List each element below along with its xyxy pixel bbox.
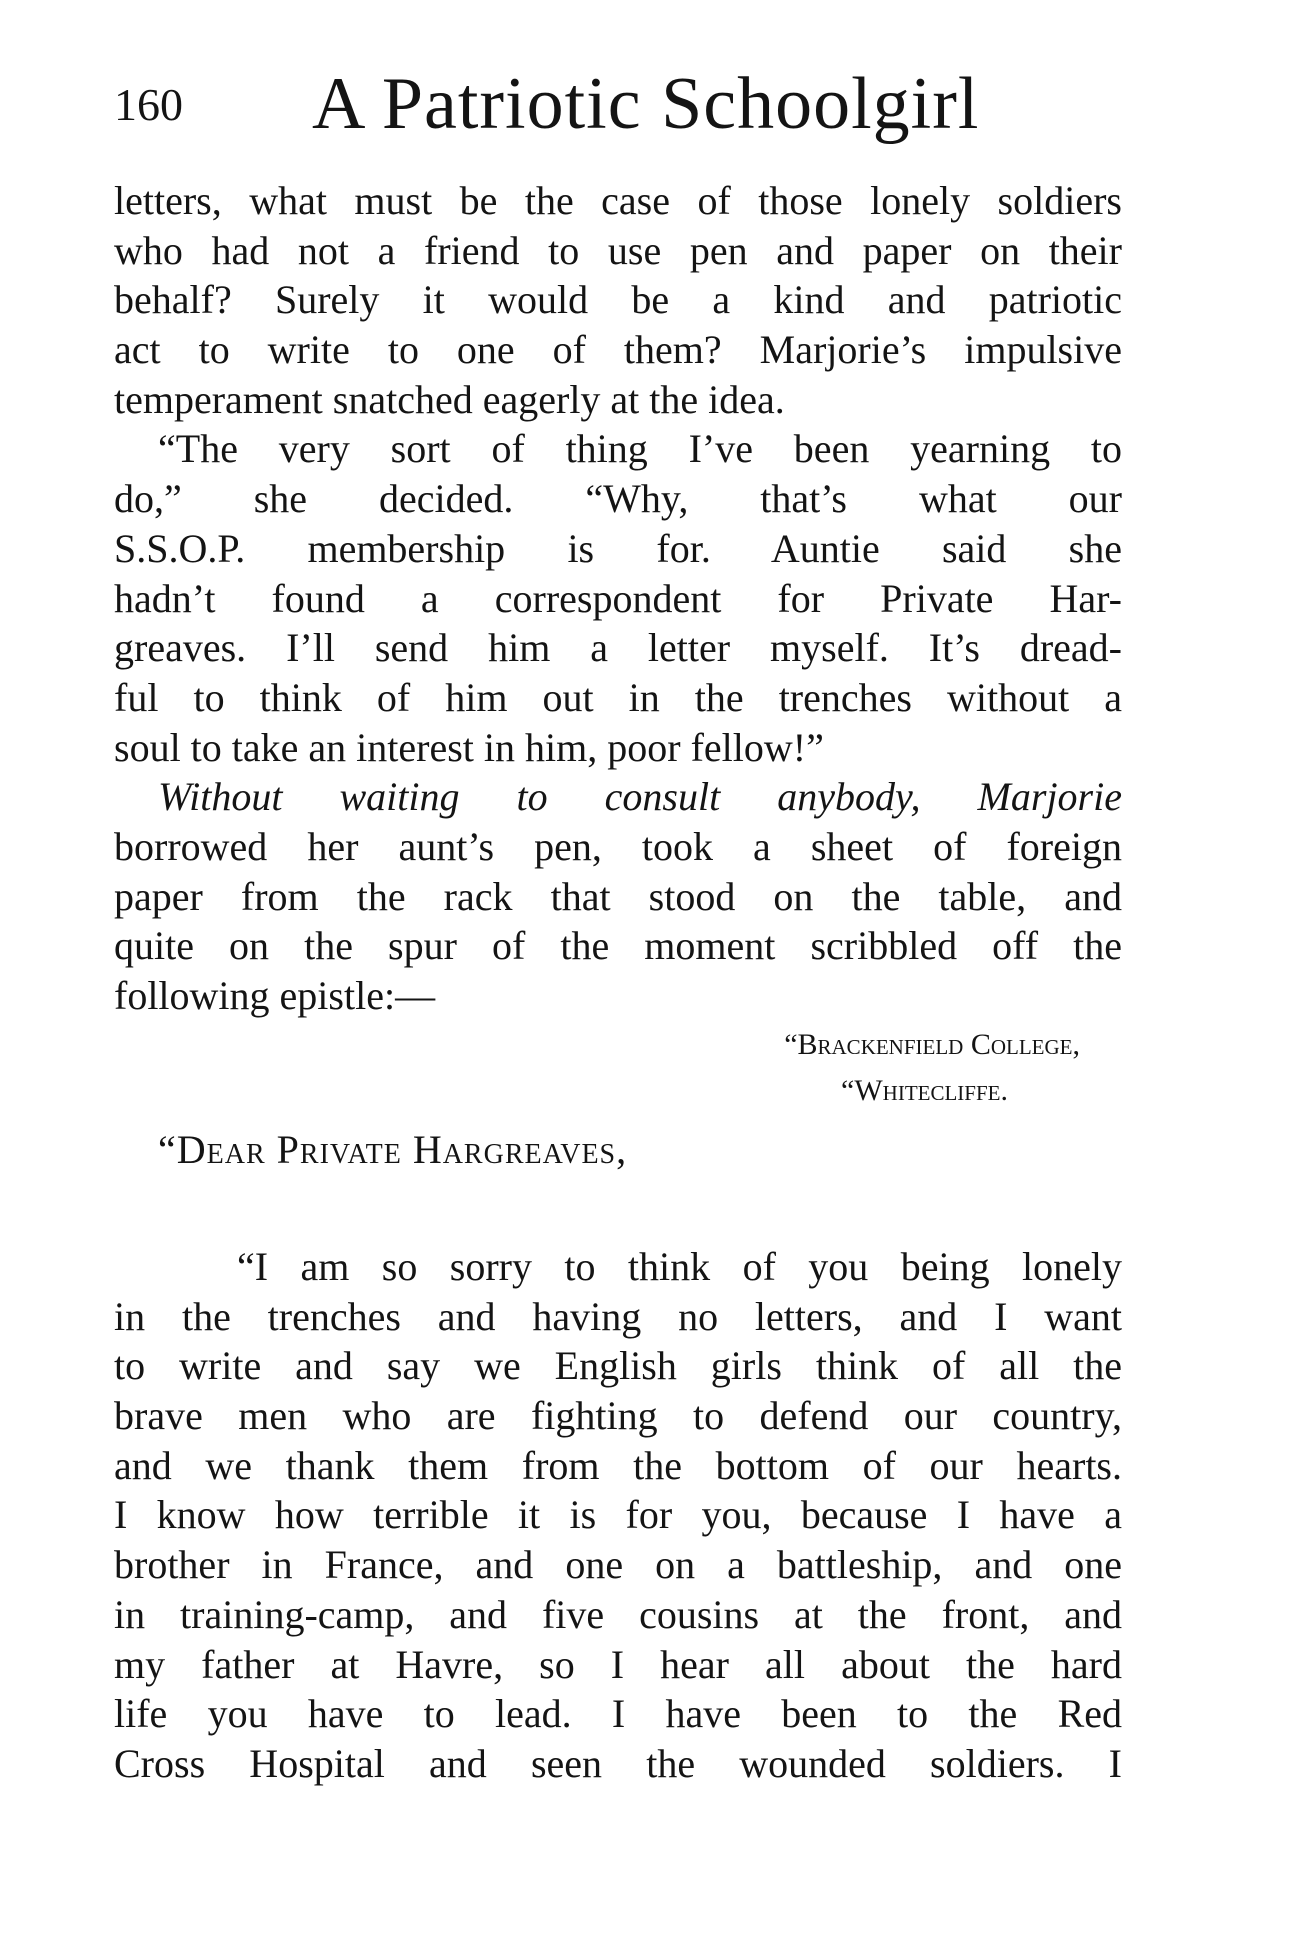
narrative-text: [114, 176, 1122, 1021]
text-line: who had not a friend to use pen and paper on their: [114, 227, 1122, 273]
letter-line: in training-camp, and five cousins at the front, and: [114, 1591, 1122, 1637]
text-line: “The very sort of thing I’ve been yearning to: [158, 426, 1122, 472]
text-line: behalf? Surely it would be a kind and patriotic: [114, 277, 1122, 323]
text-line: temperament snatched eagerly at the idea.: [114, 376, 785, 422]
letter-line: brave men who are fighting to defend our country,: [114, 1393, 1122, 1439]
text-line: following epistle:—: [114, 973, 436, 1018]
text-line: greaves. I’ll send him a letter myself. It’s dread-: [114, 625, 1122, 671]
letter-line: “I am so sorry to think of you being lonely: [237, 1244, 1122, 1289]
running-title: A Patriotic Schoolgirl: [312, 63, 980, 145]
page-number: 160: [114, 79, 183, 130]
text-line: act to write to one of them? Marjorie’s impulsive: [114, 327, 1122, 373]
address-line-town: “Whitecliffe.: [841, 1074, 1008, 1107]
text-line: do,” she decided. “Why, that’s what our: [114, 476, 1122, 522]
text-line: borrowed her aunt’s pen, took a sheet of foreign: [114, 823, 1122, 869]
text-line: soul to take an interest in him, poor fellow!”: [114, 724, 824, 770]
letter-body: [114, 1242, 1122, 1789]
letter-line: and we thank them from the bottom of our hearts.: [114, 1442, 1122, 1488]
text-line: ful to think of him out in the trenches without a: [114, 674, 1122, 720]
letter-line: to write and say we English girls think of all the: [114, 1343, 1122, 1389]
letter-salutation: “Dear Private Hargreaves,: [158, 1127, 628, 1172]
letter-line: Cross Hospital and seen the wounded soldiers. I: [114, 1740, 1122, 1786]
text-line: Without waiting to consult anybody, Marjorie: [158, 774, 1122, 820]
text-line: quite on the spur of the moment scribbled off the: [114, 923, 1122, 969]
address-line-college: “Brackenfield College,: [784, 1028, 1080, 1061]
letter-line: in the trenches and having no letters, and I want: [114, 1293, 1122, 1339]
letter-line: brother in France, and one on a battleship, and one: [114, 1542, 1122, 1588]
letter-line: life you have to lead. I have been to the Red: [114, 1691, 1122, 1737]
text-line: paper from the rack that stood on the table, and: [114, 873, 1122, 919]
page-header: [114, 62, 1124, 146]
letter-line: my father at Havre, so I hear all about the hard: [114, 1641, 1122, 1687]
letter-address: [114, 1022, 1080, 1114]
text-line: S.S.O.P. membership is for. Auntie said she: [114, 525, 1122, 571]
letter-line: I know how terrible it is for you, because I have a: [114, 1492, 1122, 1538]
text-line: hadn’t found a correspondent for Private Har-: [114, 575, 1122, 621]
text-line: letters, what must be the case of those lonely soldiers: [114, 178, 1122, 223]
